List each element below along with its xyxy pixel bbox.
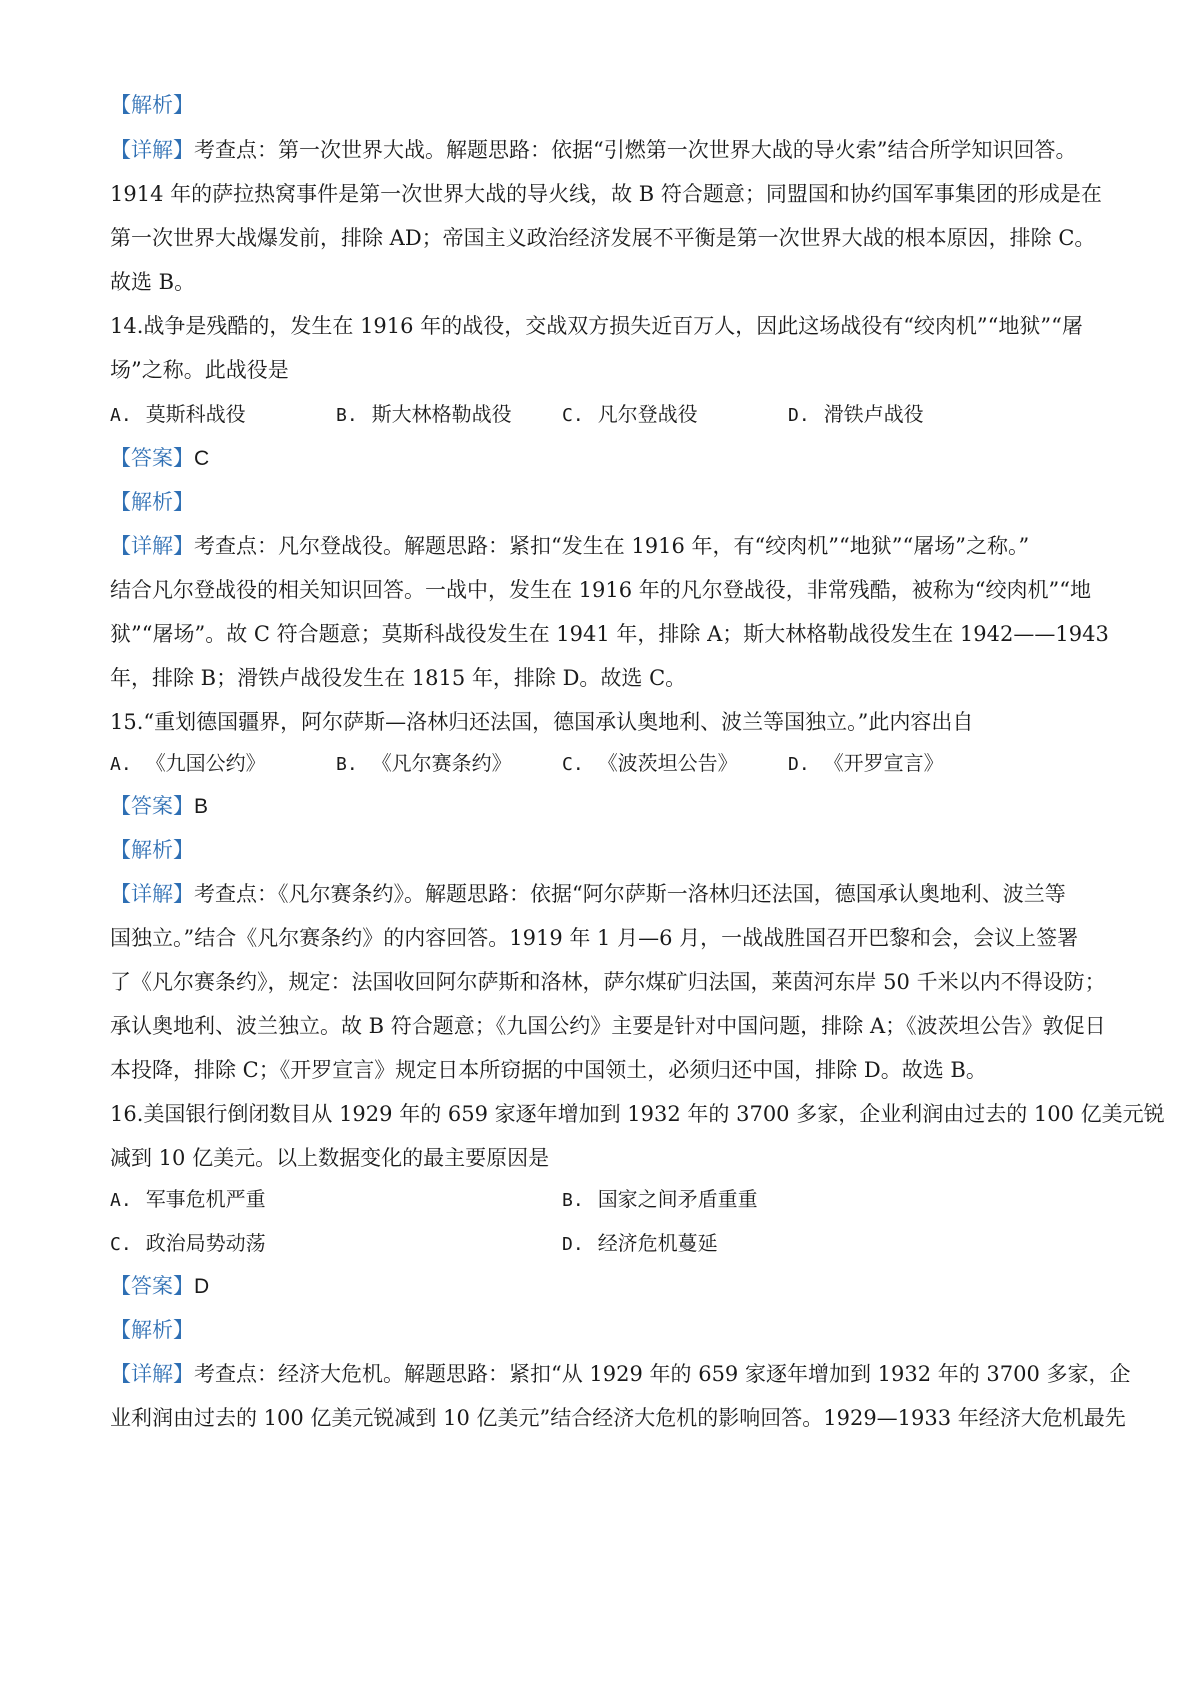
detail-tag: 【详解】: [110, 1362, 194, 1386]
option-d: D. 《开罗宣言》: [788, 751, 944, 775]
detail-line: 了《凡尔赛条约》，规定：法国收回阿尔萨斯和洛林，萨尔煤矿归法国，莱茵河东岸 50 千米以内不得设防；: [110, 970, 1106, 994]
detail-line: 故选 B。: [110, 270, 196, 294]
option-b: B. 国家之间矛盾重重: [562, 1187, 758, 1211]
option-c: C. 政治局势动荡: [110, 1231, 266, 1255]
detail-line: 【详解】考查点：第一次世界大战。解题思路：依据“引燃第一次世界大战的导火索”结合所学知识回答。: [110, 138, 1077, 162]
options-row: [110, 1228, 1100, 1258]
option-d: D. 经济危机蔓延: [562, 1231, 718, 1255]
option-c: C. 凡尔登战役: [562, 402, 698, 426]
options-row: [110, 748, 1100, 778]
question-stem: 14.战争是残酷的，发生在 1916 年的战役，交战双方损失近百万人，因此这场战役有“绞肉机”“地狱”“屠: [110, 314, 1083, 338]
detail-tag: 【详解】: [110, 882, 194, 906]
option-a: A. 《九国公约》: [110, 751, 266, 775]
detail-tag: 【详解】: [110, 534, 194, 558]
detail-line: 国独立。”结合《凡尔赛条约》的内容回答。1919 年 1 月—6 月，一战战胜国召开巴黎和会，会议上签署: [110, 926, 1079, 950]
option-b: B. 《凡尔赛条约》: [336, 751, 512, 775]
answer-value: D: [194, 1275, 210, 1298]
option-b: B. 斯大林格勒战役: [336, 402, 512, 426]
option-c: C. 《波茨坦公告》: [562, 751, 738, 775]
question-stem: 减到 10 亿美元。以上数据变化的最主要原因是: [110, 1146, 550, 1170]
options-row: [110, 1184, 1100, 1214]
detail-line: 承认奥地利、波兰独立。故 B 符合题意；《九国公约》主要是针对中国问题，排除 A；《波茨坦公告》敦促日: [110, 1014, 1106, 1038]
option-a: A. 军事危机严重: [110, 1187, 266, 1211]
detail-line: 业利润由过去的 100 亿美元锐减到 10 亿美元”结合经济大危机的影响回答。1929—1933 年经济大危机最先: [110, 1406, 1126, 1430]
option-a: A. 莫斯科战役: [110, 402, 246, 426]
answer-value: C: [194, 447, 210, 470]
detail-line: 【详解】考查点：凡尔登战役。解题思路：紧扣“发生在 1916 年，有“绞肉机”“地狱”“屠场”之称。”: [110, 534, 1030, 558]
options-row: [110, 399, 1100, 429]
analysis-heading: 【解析】: [110, 838, 194, 862]
detail-line: 本投降，排除 C；《开罗宣言》规定日本所窃据的中国领土，必须归还中国，排除 D。故选 B。: [110, 1058, 987, 1082]
detail-line: 第一次世界大战爆发前，排除 AD；帝国主义政治经济发展不平衡是第一次世界大战的根本原因，排除 C。: [110, 226, 1096, 250]
answer-line: 【答案】B: [110, 794, 209, 818]
detail-line: 狱”“屠场”。故 C 符合题意；莫斯科战役发生在 1941 年，排除 A；斯大林格勒战役发生在 1942——1943: [110, 622, 1109, 646]
answer-line: 【答案】C: [110, 446, 210, 470]
question-stem: 场”之称。此战役是: [110, 358, 289, 382]
detail-line: 结合凡尔登战役的相关知识回答。一战中，发生在 1916 年的凡尔登战役，非常残酷，被称为“绞肉机”“地: [110, 578, 1091, 602]
option-d: D. 滑铁卢战役: [788, 402, 924, 426]
detail-line: 1914 年的萨拉热窝事件是第一次世界大战的导火线，故 B 符合题意；同盟国和协约国军事集团的形成是在: [110, 182, 1102, 206]
detail-line: 【详解】考查点：《凡尔赛条约》。解题思路：依据“阿尔萨斯一洛林归还法国，德国承认奥地利、波兰等: [110, 882, 1066, 906]
question-stem: 15.“重划德国疆界，阿尔萨斯—洛林归还法国，德国承认奥地利、波兰等国独立。”此内容出自: [110, 710, 974, 734]
detail-line: 年，排除 B；滑铁卢战役发生在 1815 年，排除 D。故选 C。: [110, 666, 687, 690]
analysis-heading: 【解析】: [110, 93, 194, 117]
detail-tag: 【详解】: [110, 138, 194, 162]
answer-line: 【答案】D: [110, 1274, 210, 1298]
analysis-heading: 【解析】: [110, 1318, 194, 1342]
analysis-heading: 【解析】: [110, 490, 194, 514]
answer-value: B: [194, 795, 209, 818]
detail-line: 【详解】考查点：经济大危机。解题思路：紧扣“从 1929 年的 659 家逐年增加到 1932 年的 3700 多家，企: [110, 1362, 1131, 1386]
question-stem: 16.美国银行倒闭数目从 1929 年的 659 家逐年增加到 1932 年的 3700 多家，企业利润由过去的 100 亿美元锐: [110, 1102, 1165, 1126]
